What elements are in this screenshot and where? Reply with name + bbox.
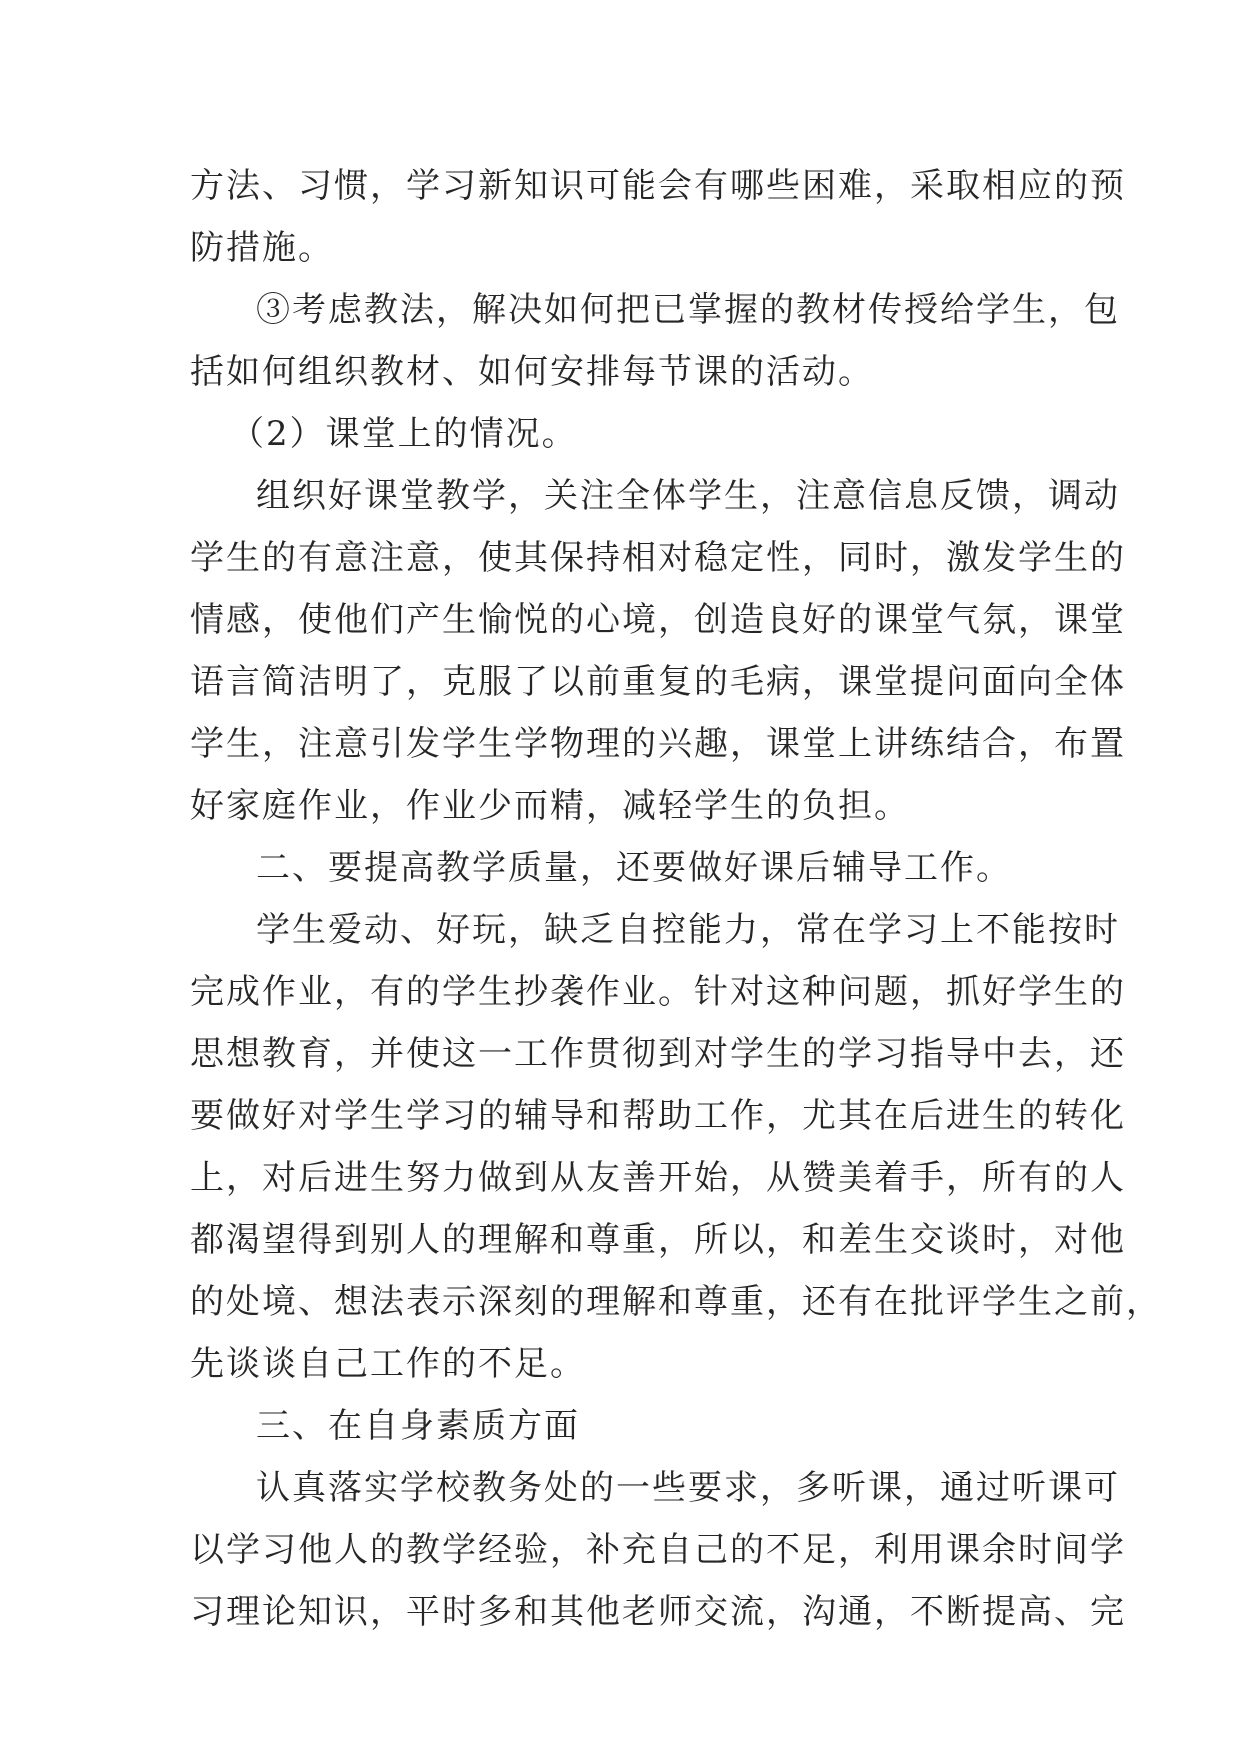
text-line: 组织好课堂教学，关注全体学生，注意信息反馈，调动 (256, 476, 1120, 516)
text-line: 认真落实学校教务处的一些要求，多听课，通过听课可 (256, 1468, 1120, 1508)
text-line: 的处境、想法表示深刻的理解和尊重，还有在批评学生之前， (190, 1282, 1162, 1322)
text-line: 好家庭作业，作业少而精，减轻学生的负担。 (190, 786, 910, 826)
text-line: 三、在自身素质方面 (256, 1406, 580, 1446)
text-line: 学生爱动、好玩，缺乏自控能力，常在学习上不能按时 (256, 910, 1120, 950)
text-line: ③考虑教法，解决如何把已掌握的教材传授给学生，包 (256, 290, 1120, 330)
text-line: 先谈谈自己工作的不足。 (190, 1344, 586, 1384)
text-line: （2）课堂上的情况。 (230, 414, 578, 454)
document-body (190, 155, 1162, 1643)
text-line: 二、要提高教学质量，还要做好课后辅导工作。 (256, 848, 1012, 888)
text-line: 语言简洁明了，克服了以前重复的毛病，课堂提问面向全体 (190, 662, 1126, 702)
text-line: 上，对后进生努力做到从友善开始，从赞美着手，所有的人 (190, 1158, 1126, 1198)
text-line: 情感，使他们产生愉悦的心境，创造良好的课堂气氛，课堂 (190, 600, 1126, 640)
text-line: 以学习他人的教学经验，补充自己的不足，利用课余时间学 (190, 1530, 1126, 1570)
text-line: 都渴望得到别人的理解和尊重，所以，和差生交谈时，对他 (190, 1220, 1126, 1260)
text-line: 思想教育，并使这一工作贯彻到对学生的学习指导中去，还 (190, 1034, 1126, 1074)
text-line: 完成作业，有的学生抄袭作业。针对这种问题，抓好学生的 (190, 972, 1126, 1012)
text-line: 习理论知识，平时多和其他老师交流，沟通，不断提高、完 (190, 1592, 1126, 1632)
text-line: 括如何组织教材、如何安排每节课的活动。 (190, 352, 874, 392)
text-line: 方法、习惯，学习新知识可能会有哪些困难，采取相应的预 (190, 166, 1126, 206)
text-line: 学生的有意注意，使其保持相对稳定性，同时，激发学生的 (190, 538, 1126, 578)
text-line: 学生，注意引发学生学物理的兴趣，课堂上讲练结合，布置 (190, 724, 1126, 764)
text-line: 要做好对学生学习的辅导和帮助工作，尤其在后进生的转化 (190, 1096, 1126, 1136)
text-line: 防措施。 (190, 228, 334, 268)
